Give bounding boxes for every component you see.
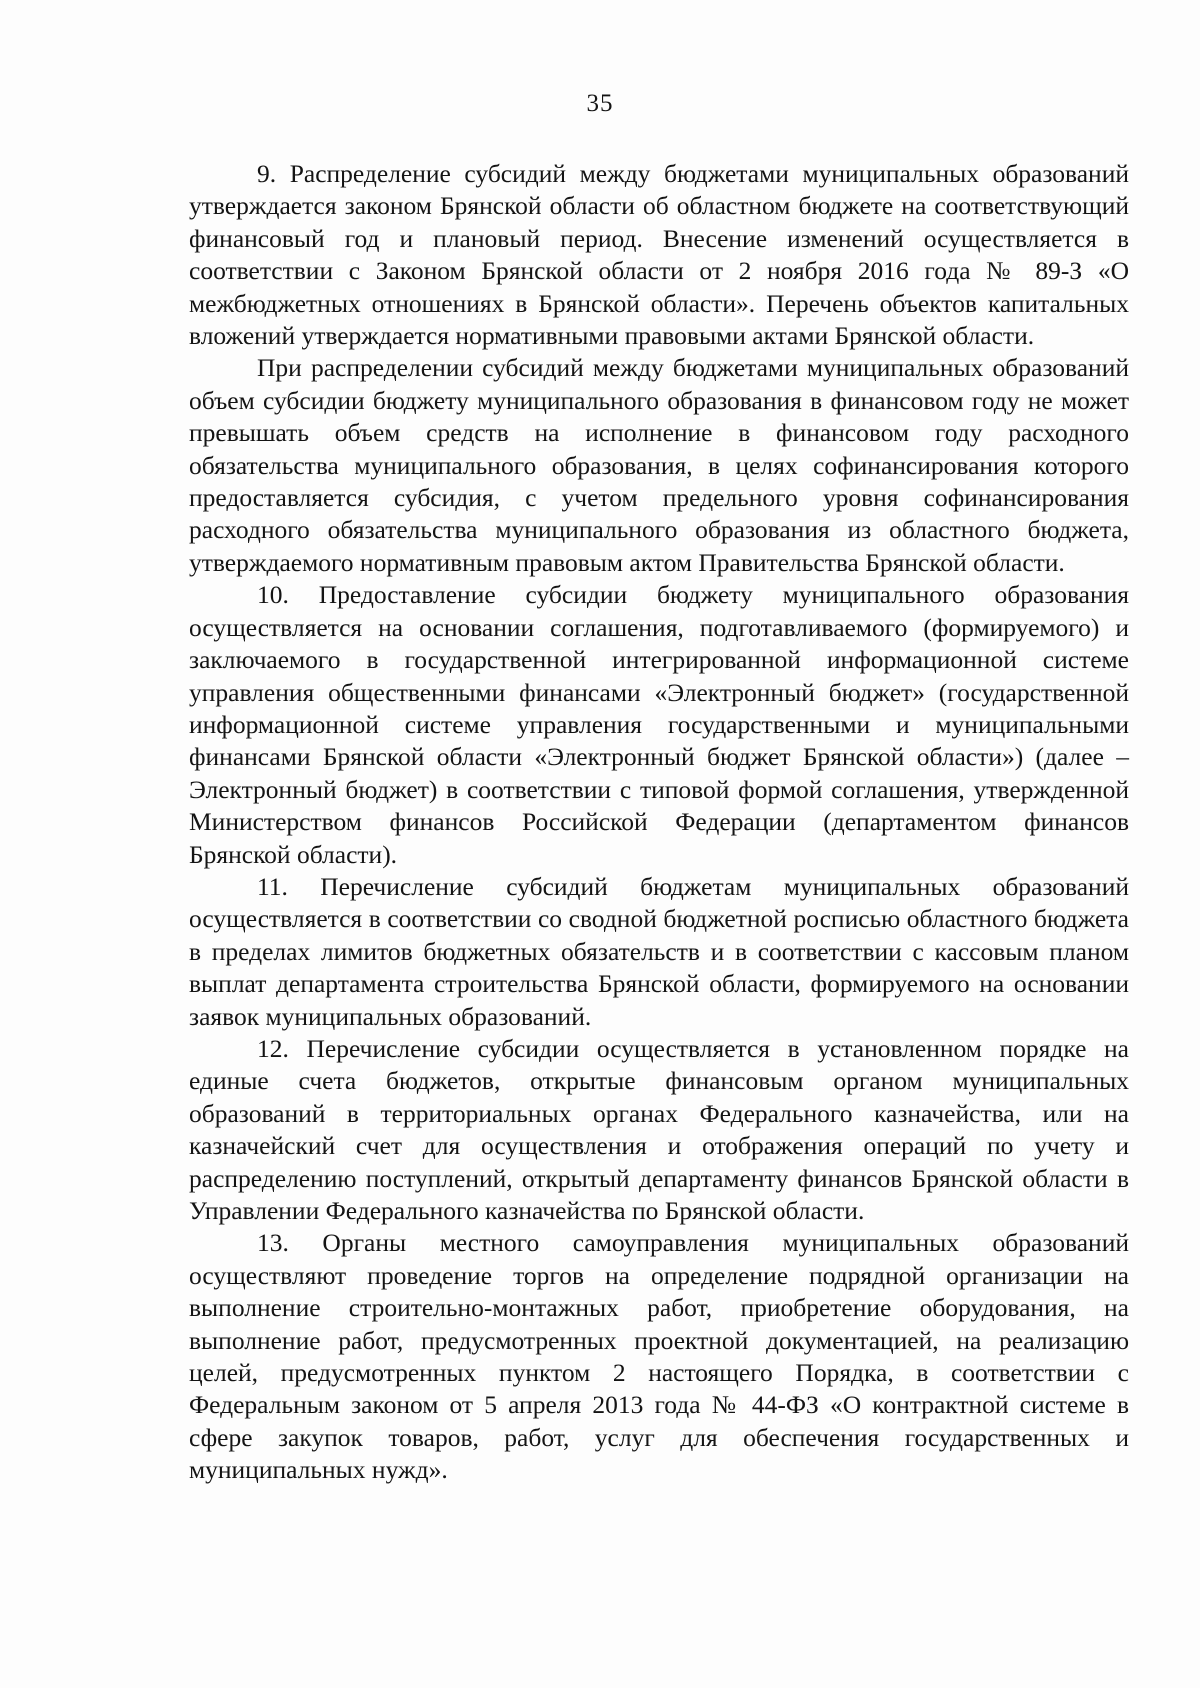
paragraph-item-11: 11. Перечисление субсидий бюджетам муниципальных образований осуществляется в соответствии со сводной бюджетной росписью областного бюджета в пределах лимитов бюджетных обязательств и в соответствии с кассовым планом выплат департамента строительства Брянской области, формируемого на основании заявок муниципальных образований. bbox=[189, 871, 1129, 1031]
document-body bbox=[189, 158, 1129, 1487]
paragraph-item-12: 12. Перечисление субсидии осуществляется в установленном порядке на единые счета бюджетов, открытые финансовым органом муниципальных образований в территориальных органах Федерального казначейства, или на казначейский счет для осуществления и отображения операций по учету и распределению поступлений, открытый департаменту финансов Брянской области в Управлении Федерального казначейства по Брянской области. bbox=[189, 1033, 1129, 1225]
paragraph-item-9: 9. Распределение субсидий между бюджетами муниципальных образований утверждается законом Брянской области об областном бюджете на соответствующий финансовый год и плановый период. Внесение изменений осуществляется в соответствии с Законом Брянской области от 2 ноября 2016 года № 89-З «О межбюджетных отношениях в Брянской области». Перечень объектов капитальных вложений утверждается нормативными правовыми актами Брянской области. bbox=[189, 159, 1129, 351]
paragraph-item-10: 10. Предоставление субсидии бюджету муниципального образования осуществляется на основании соглашения, подготавливаемого (формируемого) и заключаемого в государственной интегрированной информационной системе управления общественными финансами «Электронный бюджет» (государственной информационной системе управления государственными и муниципальными финансами Брянской области «Электронный бюджет Брянской области») (далее – Электронный бюджет) в соответствии с типовой формой соглашения, утвержденной Министерством финансов Российской Федерации (департаментом финансов Брянской области). bbox=[189, 580, 1129, 869]
paragraph-item-13: 13. Органы местного самоуправления муниципальных образований осуществляют проведение торгов на определение подрядной организации на выполнение строительно-монтажных работ, приобретение оборудования, на выполнение работ, предусмотренных проектной документацией, на реализацию целей, предусмотренных пунктом 2 настоящего Порядка, в соответствии с Федеральным законом от 5 апреля 2013 года № 44-ФЗ «О контрактной системе в сфере закупок товаров, работ, услуг для обеспечения государственных и муниципальных нужд». bbox=[189, 1228, 1129, 1485]
paragraph-subsidy-distribution: При распределении субсидий между бюджетами муниципальных образований объем субсидии бюджету муниципального образования в финансовом году не может превышать объем средств на исполнение в финансовом году расходного обязательства муниципального образования, в целях софинансирования которого предоставляется субсидия, с учетом предельного уровня софинансирования расходного обязательства муниципального образования из областного бюджета, утверждаемого нормативным правовым актом Правительства Брянской области. bbox=[189, 353, 1129, 577]
page-number: 35 bbox=[586, 90, 614, 117]
